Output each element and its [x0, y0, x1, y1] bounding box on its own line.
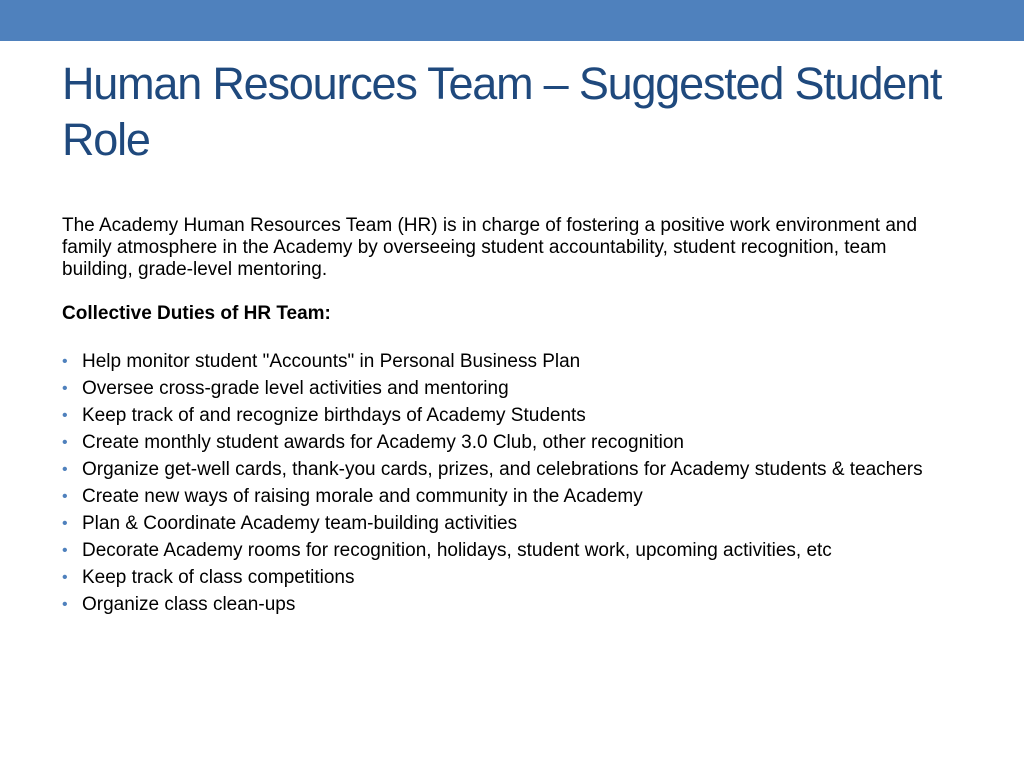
duty-item — [62, 433, 962, 453]
duty-text: Create monthly student awards for Academy 3.0 Club, other recognition — [82, 432, 684, 453]
duty-item — [62, 352, 962, 372]
slide-title: Human Resources Team – Suggested Student Role — [62, 58, 942, 165]
duties-list — [62, 352, 962, 615]
bullet-icon: • — [62, 461, 68, 478]
duty-text: Keep track of class competitions — [82, 567, 355, 588]
duty-text: Organize class clean-ups — [82, 594, 296, 615]
bullet-icon: • — [62, 488, 68, 505]
duty-item — [62, 460, 962, 480]
duty-text: Oversee cross-grade level activities and mentoring — [82, 378, 509, 399]
slide-body — [62, 215, 962, 622]
duty-item — [62, 406, 962, 426]
top-accent-bar — [0, 0, 1024, 41]
duty-item — [62, 487, 962, 507]
duty-item — [62, 541, 962, 561]
bullet-icon: • — [62, 542, 68, 559]
bullet-icon: • — [62, 380, 68, 397]
duty-item — [62, 568, 962, 588]
bullet-icon: • — [62, 596, 68, 613]
bullet-icon: • — [62, 515, 68, 532]
duty-text: Organize get-well cards, thank-you cards, prizes, and celebrations for Academy students & teachers — [82, 459, 923, 480]
duty-item — [62, 514, 962, 534]
duty-text: Help monitor student "Accounts" in Personal Business Plan — [82, 351, 581, 372]
duty-item — [62, 379, 962, 399]
bullet-icon: • — [62, 353, 68, 370]
duty-text: Keep track of and recognize birthdays of Academy Students — [82, 405, 586, 426]
bullet-icon: • — [62, 569, 68, 586]
duty-item — [62, 595, 962, 615]
bullet-icon: • — [62, 434, 68, 451]
duties-heading: Collective Duties of HR Team: — [62, 303, 331, 324]
duty-text: Decorate Academy rooms for recognition, holidays, student work, upcoming activities, etc — [82, 540, 832, 561]
duty-text: Create new ways of raising morale and community in the Academy — [82, 486, 643, 507]
bullet-icon: • — [62, 407, 68, 424]
intro-paragraph: The Academy Human Resources Team (HR) is in charge of fostering a positive work environment and family atmosphere in the Academy by overseeing student accountability, student recognition, team building, grade-level mentoring. — [62, 215, 918, 280]
duty-text: Plan & Coordinate Academy team-building activities — [82, 513, 518, 534]
